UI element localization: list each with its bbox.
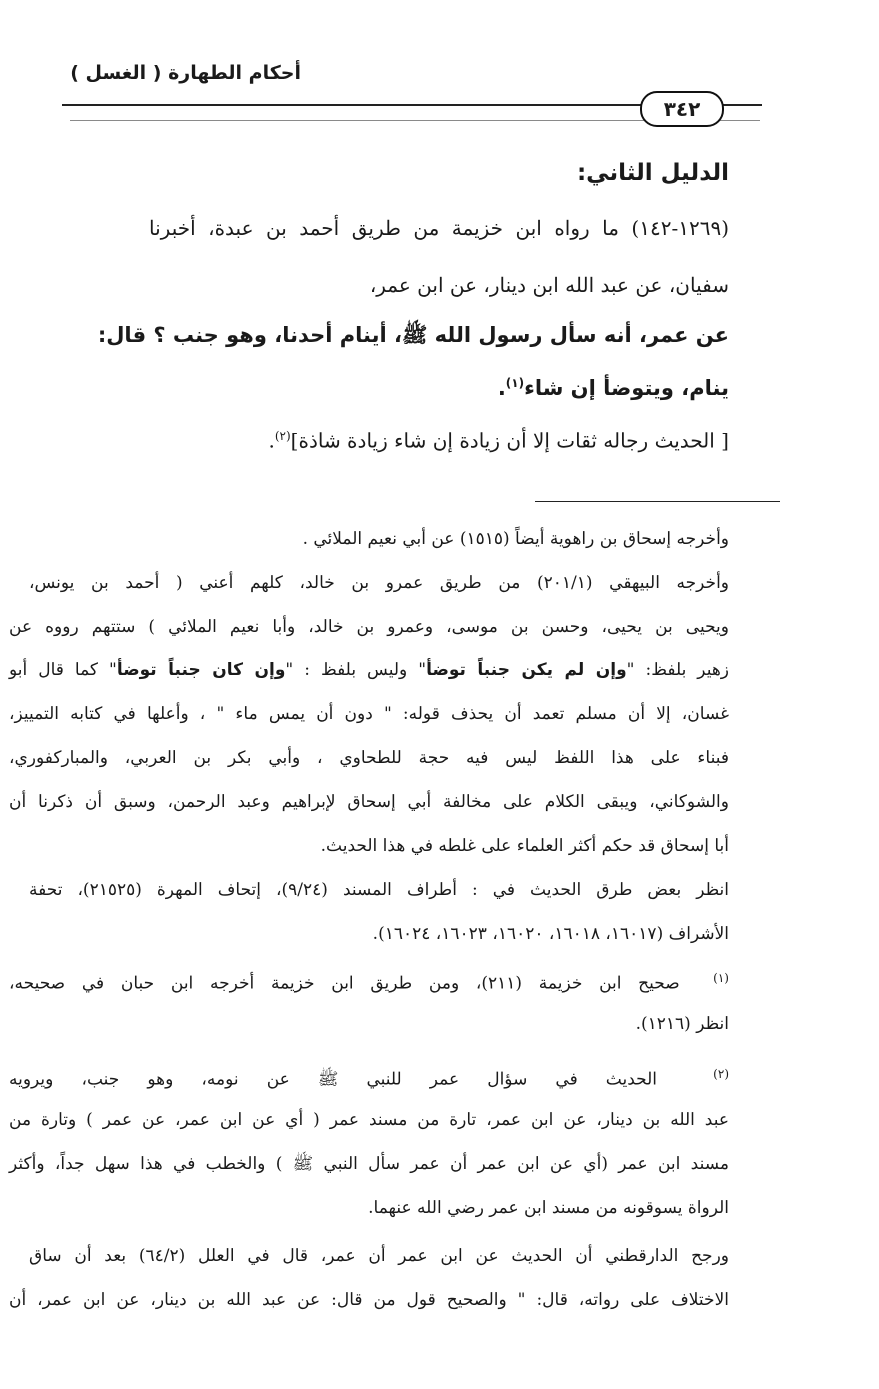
footnote-line bbox=[9, 662, 729, 679]
footnote-ref: (٢) bbox=[274, 429, 291, 443]
footnote-1-line: انظر (١٢١٦). bbox=[635, 1014, 729, 1034]
footnote-2-text: الحديث في سؤال عمر للنبي ﷺ عن نومه، وهو جنب، ويرويه bbox=[9, 1069, 657, 1090]
footnote-line: غسان، إلا أن مسلم تعمد أن يحذف قوله: " دون أن يمس ماء " ، وأعلها في كتابه التمييز، bbox=[9, 704, 729, 724]
page-number: ٣٤٢ bbox=[640, 91, 724, 127]
verdict-line: [ الحديث رجاله ثقات إلا أن زيادة إن شاء زيادة شاذة]$^{(٢)}$. bbox=[268, 428, 729, 453]
footnote-line: الأشراف (١٦٠١٧، ١٦٠١٨، ١٦٠٢٠، ١٦٠٢٣، ١٦٠٢٤). bbox=[372, 924, 729, 944]
footnote-2-line: الرواة يسوقونه من مسند ابن عمر رضي الله عنهما. bbox=[368, 1198, 729, 1218]
footnote-ref: (١) bbox=[505, 376, 525, 390]
footnote-line: الاختلاف على رواته، قال: " والصحيح قول من قال: عن عبد الله بن دينار، عن ابن عمر، أن bbox=[9, 1290, 729, 1310]
footnote-separator bbox=[535, 501, 780, 502]
footnote-line: وأخرجه البيهقي (٢٠١/١) من طريق عمرو بن خالد، كلهم أعني ( أحمد بن يونس، bbox=[29, 573, 730, 593]
footnote-text: زهير بلفظ: " bbox=[626, 660, 729, 680]
hadith-text-line: عن عمر، أنه سأل رسول الله ﷺ، أينام أحدنا، وهو جنب ؟ قال: bbox=[97, 323, 729, 347]
footnote-1-text: صحيح ابن خزيمة (٢١١)، ومن طريق ابن خزيمة أخرجه ابن حبان في صحيحه، bbox=[9, 973, 680, 994]
footnote-line: أبا إسحاق قد حكم أكثر العلماء على غلطه في هذا الحديث. bbox=[320, 836, 729, 856]
footnote-text: " كما قال أبو bbox=[9, 660, 117, 680]
footnote-line: والشوكاني، ويبقى الكلام على مخالفة أبي إسحاق لإبراهيم وعبد الرحمن، وسبق أن ذكرنا أن bbox=[9, 792, 729, 812]
section-heading: الدليل الثاني: bbox=[576, 160, 729, 186]
footnote-line: ويحيى بن يحيى، وحسن بن موسى، وعمرو بن خالد، وأبا نعيم الملائي ) ستتهم رووه عن bbox=[9, 617, 729, 637]
footnote-2-line bbox=[9, 1068, 729, 1089]
footnote-line: وأخرجه إسحاق بن راهوية أيضاً (١٥١٥) عن أبي نعيم الملائي . bbox=[302, 529, 729, 549]
hadith-text-line: ينام، ويتوضأ إن شاء$^{(١)}$. bbox=[497, 376, 729, 400]
footnote-2-line: مسند ابن عمر (أي عن ابن عمر أن عمر سأل النبي ﷺ ) والخطب في هذا سهل جداً، وأكثر bbox=[9, 1154, 729, 1174]
footnote-1-line bbox=[9, 972, 729, 993]
footnote-line: ورجح الدارقطني أن الحديث عن ابن عمر أن عمر، قال في العلل (٦٤/٢) بعد أن ساق bbox=[29, 1246, 729, 1266]
footnote-marker: (١) bbox=[713, 971, 729, 985]
verdict-text: [ الحديث رجاله ثقات إلا أن زيادة إن شاء زيادة شاذة] bbox=[290, 428, 729, 453]
footnote-bold-text: وإن لم يكن جنباً توضأ bbox=[426, 660, 627, 680]
footnote-line: انظر بعض طرق الحديث في : أطراف المسند (٩/٢٤)، إتحاف المهرة (٢١٥٢٥)، تحفة bbox=[29, 880, 729, 900]
footnote-2-line: عبد الله بن دينار، عن ابن عمر، تارة من مسند عمر ( أي عن ابن عمر، عن عمر ) وتارة من bbox=[9, 1110, 729, 1130]
footnote-line: فبناء على هذا اللفظ ليس فيه حجة للطحاوي ، وأبي بكر بن العربي، والمباركفوري، bbox=[9, 748, 729, 768]
hadith-text: ينام، ويتوضأ إن شاء bbox=[524, 376, 729, 400]
running-title: أحكام الطهارة ( الغسل ) bbox=[70, 62, 301, 84]
footnote-marker: (٢) bbox=[713, 1067, 729, 1081]
footnote-text: " وليس بلفظ : " bbox=[285, 660, 427, 680]
footnote-bold-text: وإن كان جنباً توضأ bbox=[116, 660, 286, 680]
chain-line: (١٢٦٩-١٤٢) ما رواه ابن خزيمة من طريق أحمد بن عبدة، أخبرنا bbox=[149, 216, 729, 240]
chain-line: سفيان، عن عبد الله ابن دينار، عن ابن عمر، bbox=[369, 273, 729, 297]
